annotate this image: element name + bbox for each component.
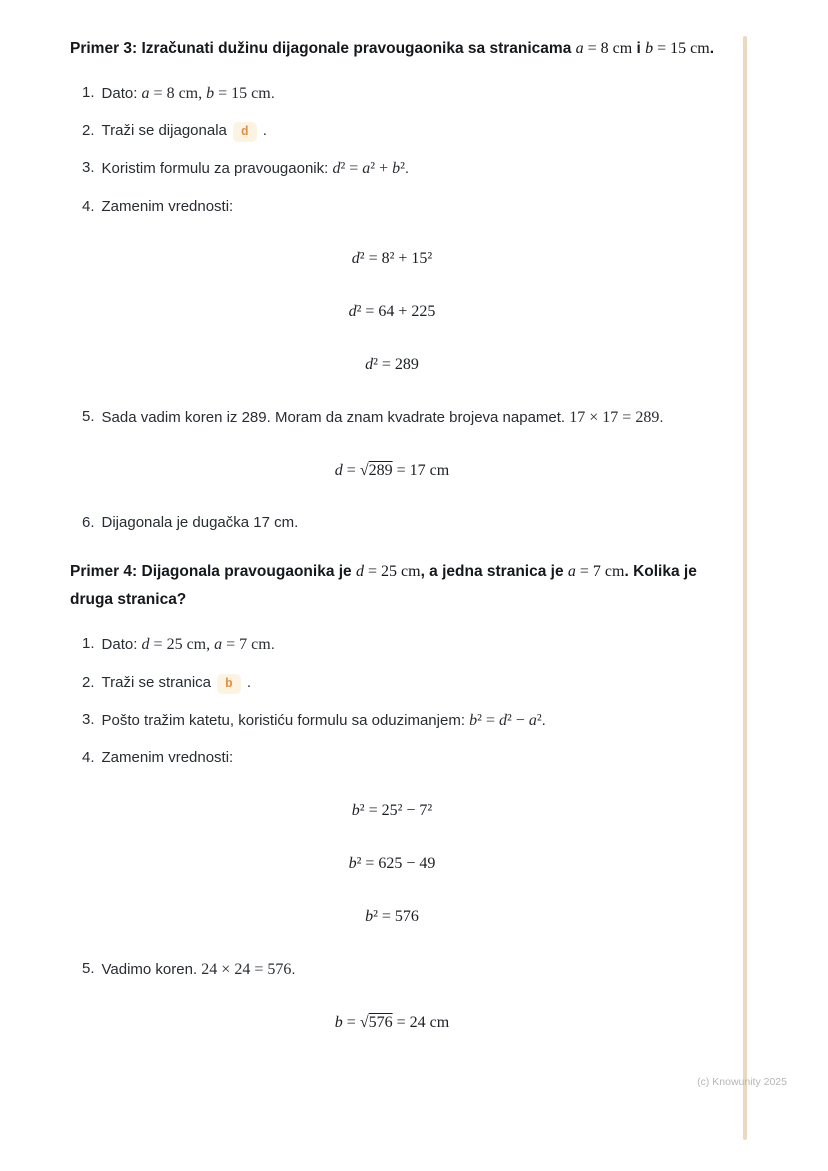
text-segment: Primer 4: Dijagonala pravougaonika je <box>70 562 356 580</box>
display-equation <box>70 905 714 929</box>
text-segment: 576 <box>368 1013 393 1031</box>
inline-code-badge: d <box>233 122 257 142</box>
text-segment: Dato: <box>101 636 142 654</box>
section-heading <box>70 34 714 64</box>
list-item-text <box>102 512 714 535</box>
text-segment: ² = 625 − 49 <box>356 854 436 872</box>
list-item-text <box>102 633 714 657</box>
list-item-text <box>102 157 714 181</box>
text-segment: a <box>528 711 537 729</box>
text-segment: . <box>291 960 296 978</box>
text-segment: = 25 cm <box>363 562 421 580</box>
text-segment: Koristim formulu za pravougaonik: <box>101 160 333 178</box>
text-segment: d <box>332 160 341 178</box>
text-segment: Zamenim vrednosti: <box>101 749 234 767</box>
text-segment: a <box>214 636 223 654</box>
list-item-number: 2. <box>82 122 95 140</box>
text-segment: d <box>348 303 357 321</box>
list-item-text <box>102 958 714 982</box>
text-segment: ² = 8² + 15² <box>359 250 433 268</box>
text-segment: d <box>498 711 507 729</box>
text-segment: d <box>141 636 150 654</box>
list-item-number: 4. <box>82 749 95 767</box>
list-item <box>70 157 714 181</box>
list-item-number: 1. <box>82 635 95 653</box>
text-segment: Pošto tražim katetu, koristiću formulu sa oduzimanjem: <box>101 711 470 729</box>
text-segment: = 25 cm, <box>149 636 215 654</box>
display-equation <box>70 247 714 271</box>
list-item <box>70 958 714 982</box>
text-segment: Zamenim vrednosti: <box>101 197 234 215</box>
text-segment: ² = 576 <box>373 907 419 925</box>
text-segment: . <box>270 84 275 102</box>
text-segment: b <box>206 84 215 102</box>
text-segment: . <box>404 160 410 178</box>
list-item-text <box>102 672 714 695</box>
list-item-text <box>102 196 714 219</box>
list-item-text <box>102 120 714 143</box>
list-item <box>70 120 714 143</box>
text-segment: d <box>365 356 374 374</box>
list-item <box>70 512 714 535</box>
list-item-text <box>102 709 714 733</box>
text-segment: . Kolika je druga stranica? <box>70 562 697 609</box>
text-segment: b <box>365 907 374 925</box>
list-item-number: 3. <box>82 710 95 728</box>
text-segment: = 15 cm <box>214 84 271 102</box>
text-segment: 17 × 17 = 289 <box>569 409 660 427</box>
text-segment: i <box>632 40 646 57</box>
text-segment: . <box>541 711 546 729</box>
text-segment: ² <box>400 160 405 178</box>
list-item <box>70 747 714 770</box>
text-segment: ² = 25² − 7² <box>359 801 433 819</box>
text-segment: d <box>334 462 343 480</box>
inline-code-badge: b <box>217 674 241 694</box>
text-segment: = 24 cm <box>392 1013 450 1031</box>
list-item <box>70 709 714 733</box>
text-segment: d <box>351 250 360 268</box>
text-segment: ² <box>536 711 542 729</box>
text-segment: ² = <box>340 160 363 178</box>
list-item <box>70 672 714 695</box>
list-item-number: 5. <box>82 959 95 977</box>
text-segment: . <box>270 636 275 654</box>
list-item-number: 5. <box>82 408 95 426</box>
text-segment: Dijagonala je dugačka 17 cm. <box>101 514 299 532</box>
list-item-number: 3. <box>82 159 95 177</box>
page-edge-divider <box>743 36 747 1140</box>
text-segment: a <box>141 84 150 102</box>
text-segment: = 7 cm <box>222 636 271 654</box>
text-segment: . <box>709 40 715 57</box>
text-segment: b <box>392 160 401 178</box>
list-item-text <box>102 82 714 106</box>
text-segment: = √ <box>342 1013 369 1031</box>
text-segment: . <box>242 673 252 691</box>
document-content <box>70 34 714 1064</box>
display-equation <box>70 852 714 876</box>
display-equation <box>70 300 714 324</box>
text-segment: = 15 cm <box>653 40 710 57</box>
text-segment: ² + <box>370 160 393 178</box>
text-segment: Vadimo koren. <box>101 960 202 978</box>
text-segment: d <box>355 562 364 580</box>
text-segment: b <box>645 40 654 57</box>
text-segment: = 17 cm <box>392 462 450 480</box>
text-segment: . <box>659 409 664 427</box>
text-segment: . <box>258 122 267 140</box>
list-item-number: 6. <box>82 514 95 532</box>
text-segment: ² − <box>506 711 529 729</box>
text-segment: a <box>567 562 576 580</box>
text-segment: = 8 cm <box>583 40 633 57</box>
display-equation <box>70 353 714 377</box>
text-segment: b <box>334 1013 343 1031</box>
text-segment: = √ <box>342 462 369 480</box>
list-item-number: 4. <box>82 197 95 215</box>
text-segment: Sada vadim koren iz 289. Moram da znam kvadrate brojeva napamet. <box>101 409 570 427</box>
copyright-footer: (c) Knowunity 2025 <box>697 1076 787 1088</box>
display-equation <box>70 459 714 483</box>
text-segment: Primer 3: Izračunati dužinu dijagonale pravougaonika sa stranicama <box>70 40 576 57</box>
text-segment: b <box>351 801 360 819</box>
text-segment: 24 × 24 = 576 <box>201 960 292 978</box>
list-item <box>70 82 714 106</box>
text-segment: Dato: <box>101 84 142 102</box>
display-equation <box>70 1011 714 1035</box>
text-segment: = 8 cm, <box>149 84 207 102</box>
list-item <box>70 633 714 657</box>
text-segment: b <box>469 711 478 729</box>
text-segment: = 7 cm <box>575 562 625 580</box>
display-equation <box>70 799 714 823</box>
text-segment: b <box>348 854 357 872</box>
list-item <box>70 196 714 219</box>
text-segment: ² = 289 <box>373 356 419 374</box>
list-item-number: 2. <box>82 673 95 691</box>
text-segment: , a jedna stranica je <box>420 562 568 580</box>
list-item-text <box>102 747 714 770</box>
text-segment: Traži se dijagonala <box>101 122 232 140</box>
section-heading <box>70 557 714 615</box>
list-item <box>70 406 714 430</box>
text-segment: ² = 64 + 225 <box>356 303 436 321</box>
list-item-text <box>102 406 714 430</box>
text-segment: a <box>575 40 584 57</box>
text-segment: 289 <box>368 462 393 480</box>
text-segment: ² = <box>477 711 499 729</box>
text-segment: Traži se stranica <box>101 673 216 691</box>
list-item-number: 1. <box>82 83 95 101</box>
text-segment: a <box>362 160 371 178</box>
